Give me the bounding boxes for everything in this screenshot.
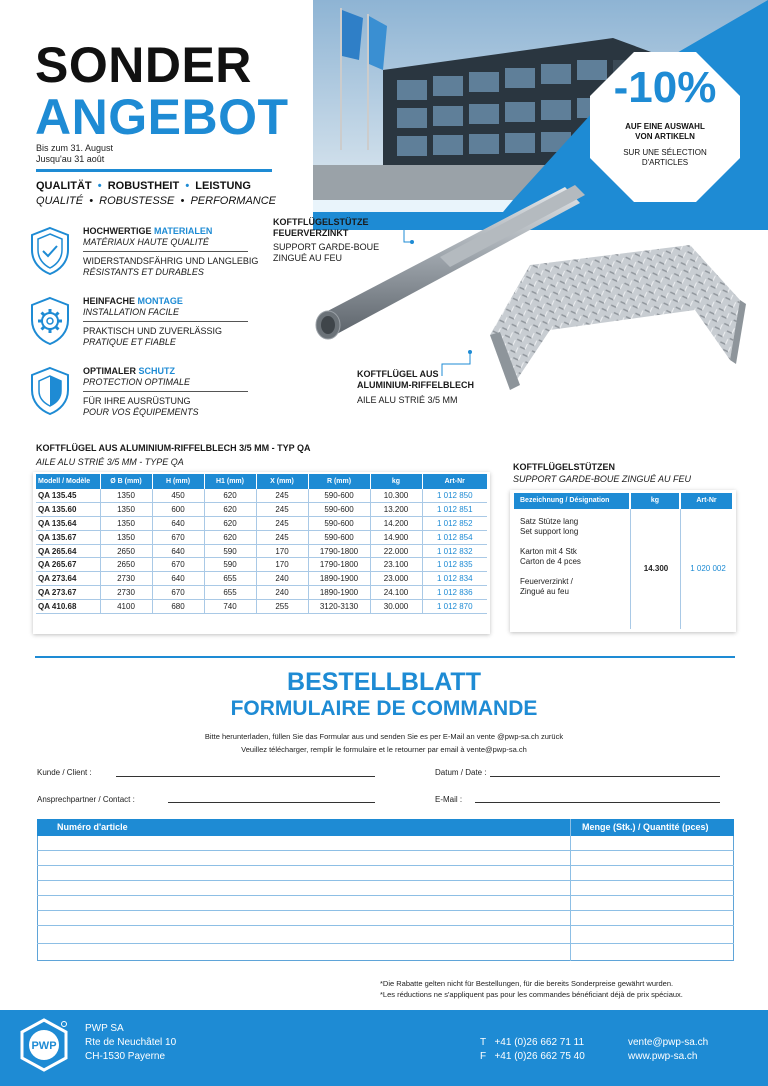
feature-title-accent: SCHUTZ	[138, 366, 175, 376]
table-cell: 670	[152, 586, 204, 600]
col-kg: kg	[631, 493, 679, 509]
table-cell: QA 273.64	[36, 572, 100, 586]
feature-body-fr: RÉSISTANTS ET DURABLES	[83, 267, 204, 277]
table-cell: 590	[204, 558, 256, 572]
label-date: Datum / Date :	[435, 768, 487, 777]
date-field[interactable]	[490, 776, 720, 777]
feature-body-fr: POUR VOS ÉQUIPEMENTS	[83, 407, 199, 417]
col-h: H (mm)	[152, 474, 204, 489]
feature-title-plain: HEINFACHE	[83, 296, 138, 306]
table-cell: 620	[204, 503, 256, 517]
table-row	[36, 503, 487, 517]
table-cell: 1790-1800	[308, 544, 370, 558]
section-divider	[35, 656, 735, 658]
feature-title	[83, 296, 283, 307]
table-cell: 600	[152, 503, 204, 517]
table-cell: 10.300	[370, 489, 422, 503]
table-cell: 23.000	[370, 572, 422, 586]
support-sub-1: SUPPORT GARDE-BOUE	[273, 242, 380, 252]
title-line-2: ANGEBOT	[35, 89, 289, 145]
feature-subtitle: INSTALLATION FACILE	[83, 307, 180, 317]
feature-title-accent: MONTAGE	[137, 296, 183, 306]
label-contact: Ansprechpartner / Contact :	[37, 795, 135, 804]
table-cell: 670	[152, 558, 204, 572]
order-row-line	[37, 865, 734, 866]
table-cell: 655	[204, 572, 256, 586]
table-cell: 3120-3130	[308, 599, 370, 613]
table-cell: 1 012 851	[422, 503, 487, 517]
feature-title-accent: MATERIALEN	[154, 226, 213, 236]
feature-subtitle: PROTECTION OPTIMALE	[83, 377, 191, 387]
table-cell: 1 012 854	[422, 530, 487, 544]
table2-art: 1 020 002	[690, 564, 726, 573]
table-cell: 1 012 870	[422, 599, 487, 613]
date-de: Bis zum 31. August	[36, 143, 114, 153]
table-cell: 620	[204, 517, 256, 531]
table-cell: 4100	[100, 599, 152, 613]
table-cell: 1350	[100, 517, 152, 531]
table-row	[36, 489, 487, 503]
table-row	[36, 572, 487, 586]
col-model: Modell / Modèle	[36, 474, 100, 489]
title-line-1: SONDER	[35, 37, 252, 93]
label-email: E-Mail :	[435, 795, 463, 804]
company-city: CH-1530 Payerne	[85, 1051, 166, 1062]
table-cell: QA 273.67	[36, 586, 100, 600]
badge-text-fr	[590, 148, 740, 168]
order-row-line	[37, 880, 734, 881]
table-cell: 1 012 852	[422, 517, 487, 531]
table-cell: 1350	[100, 530, 152, 544]
table-cell: 640	[152, 572, 204, 586]
date-fr: Jusqu'au 31 août	[36, 154, 105, 164]
website-link[interactable]: www.pwp-sa.ch	[628, 1051, 698, 1062]
order-row-line	[37, 943, 734, 944]
fender-leader	[440, 348, 480, 378]
shield-icon	[28, 366, 72, 416]
table-cell: 1890-1900	[308, 572, 370, 586]
client-field[interactable]	[116, 776, 375, 777]
discount-notes	[380, 978, 740, 1000]
table2-kg: 14.300	[643, 564, 669, 573]
table-cell: 655	[204, 586, 256, 600]
desc-1: Satz Stütze lang	[520, 517, 579, 526]
table-cell: 240	[256, 572, 308, 586]
order-row-line	[37, 850, 734, 851]
table-row	[36, 530, 487, 544]
aluminium-fender-image	[480, 240, 750, 390]
company-street: Rte de Neuchâtel 10	[85, 1037, 177, 1048]
col-diameter: Ø B (mm)	[100, 474, 152, 489]
tagline-de: QUALITÄT • ROBUSTHEIT • LEISTUNG	[36, 180, 251, 192]
desc-3: Karton mit 4 Stk	[520, 547, 577, 556]
table-cell: QA 265.67	[36, 558, 100, 572]
table-row	[36, 517, 487, 531]
order-table	[37, 819, 734, 961]
table-cell: QA 135.45	[36, 489, 100, 503]
table-cell: 1350	[100, 503, 152, 517]
table1-title: KOFTFLÜGEL AUS ALUMINIUM-RIFFELBLECH 3/5 MM - TYP QA	[36, 443, 311, 453]
feature-title-plain: HOCHWERTIGE	[83, 226, 154, 236]
col-quantity: Menge (Stk.) / Quantité (pces)	[582, 822, 709, 832]
col-art: Art-Nr	[422, 474, 487, 489]
table-cell: 1 012 835	[422, 558, 487, 572]
footer	[0, 1010, 768, 1086]
table-cell: 170	[256, 544, 308, 558]
note-fr: *Les réductions ne s'appliquent pas pour les commandes bénéficiant déjà de prix spéciaux.	[380, 990, 683, 999]
order-table-header	[37, 819, 734, 836]
table-cell: 245	[256, 503, 308, 517]
pwp-logo	[18, 1018, 70, 1074]
table-cell: 245	[256, 530, 308, 544]
fax-number: +41 (0)26 662 75 40	[494, 1051, 585, 1062]
table-cell: 2650	[100, 544, 152, 558]
table-cell: 30.000	[370, 599, 422, 613]
tag-de-3: LEISTUNG	[195, 180, 251, 192]
table-cell: 590-600	[308, 503, 370, 517]
table2-subtitle: SUPPORT GARDE-BOUE ZINGUÉ AU FEU	[513, 474, 692, 484]
table-cell: QA 135.67	[36, 530, 100, 544]
order-row-line	[37, 925, 734, 926]
table-cell: 620	[204, 489, 256, 503]
company-name: PWP SA	[85, 1023, 124, 1034]
order-title-de: BESTELLBLATT	[287, 668, 481, 696]
table-cell: 1350	[100, 489, 152, 503]
fender-title-1: KOFTFLÜGEL AUS	[357, 369, 439, 379]
table-cell: QA 135.60	[36, 503, 100, 517]
table-row	[36, 558, 487, 572]
tag-de-2: ROBUSTHEIT	[107, 180, 180, 192]
fax-label: F	[480, 1051, 487, 1062]
table-header-row	[36, 474, 487, 489]
col-designation: Bezeichnung / Désignation	[514, 493, 629, 509]
label-client: Kunde / Client :	[37, 768, 92, 777]
fender-table	[36, 474, 487, 614]
col-art: Art-Nr	[681, 493, 732, 509]
note-de: *Die Rabatte gelten nicht für Bestellungen, für die bereits Sonderpreise gewährt wurden.	[380, 979, 674, 988]
table-cell: 14.200	[370, 517, 422, 531]
feature-title	[83, 226, 283, 237]
table-cell: 620	[204, 530, 256, 544]
table-cell: 22.000	[370, 544, 422, 558]
gear-icon	[28, 296, 72, 346]
shield-check-icon	[28, 226, 72, 276]
badge-fr-1: SUR UNE SÉLECTION	[623, 148, 707, 157]
desc-5: Feuerverzinkt /	[520, 577, 573, 586]
table-cell: 23.100	[370, 558, 422, 572]
order-row-line	[37, 910, 734, 911]
badge-fr-2: D'ARTICLES	[641, 158, 689, 167]
table-row	[36, 544, 487, 558]
feature-subtitle: MATÉRIAUX HAUTE QUALITÉ	[83, 237, 209, 247]
discount-badge	[590, 52, 740, 202]
desc-2: Set support long	[520, 527, 579, 536]
company-address	[85, 1022, 176, 1064]
tag-fr-1: QUALITÉ	[36, 195, 84, 207]
badge-de-2: VON ARTIKELN	[635, 132, 695, 141]
support-title-1: KOFTFLÜGELSTÜTZE	[273, 217, 369, 227]
desc-4: Carton de 4 pces	[520, 557, 581, 566]
table-cell: QA 135.64	[36, 517, 100, 531]
table-cell: 2730	[100, 586, 152, 600]
tel-label: T	[480, 1037, 487, 1048]
table-cell: 240	[256, 586, 308, 600]
contact-field[interactable]	[168, 802, 375, 803]
feature-body-de: FÜR IHRE AUSRÜSTUNG	[83, 396, 191, 406]
email-field[interactable]	[475, 802, 720, 803]
table-cell: 1790-1800	[308, 558, 370, 572]
support-title-2: FEUERVERZINKT	[273, 228, 349, 238]
fender-title-2: ALUMINIUM-RIFFELBLECH	[357, 380, 474, 390]
table-cell: 640	[152, 544, 204, 558]
support-sub-2: ZINGUÉ AU FEU	[273, 253, 343, 263]
offer-dates	[36, 143, 113, 165]
table-cell: 245	[256, 489, 308, 503]
table-cell: 670	[152, 530, 204, 544]
col-kg: kg	[370, 474, 422, 489]
tag-de-1: QUALITÄT	[36, 180, 92, 192]
feature-body-de: WIDERSTANDSFÄHRIG UND LANGLEBIG	[83, 256, 259, 266]
table-cell: 2730	[100, 572, 152, 586]
col-x: X (mm)	[256, 474, 308, 489]
col-r: R (mm)	[308, 474, 370, 489]
table-cell: 1 012 832	[422, 544, 487, 558]
table-cell: 590-600	[308, 530, 370, 544]
desc-6: Zingué au feu	[520, 587, 569, 596]
table-cell: 2650	[100, 558, 152, 572]
badge-de-1: AUF EINE AUSWAHL	[625, 122, 705, 131]
table-cell: 590-600	[308, 489, 370, 503]
table2-description	[520, 517, 581, 597]
table-cell: 245	[256, 517, 308, 531]
tag-fr-3: PERFORMANCE	[190, 195, 277, 207]
table2-title: KOFTFLÜGELSTÜTZEN	[513, 462, 615, 472]
feature-body-fr: PRATIQUE ET FIABLE	[83, 337, 176, 347]
label-support	[273, 217, 379, 264]
table-row	[36, 586, 487, 600]
table-cell: 14.900	[370, 530, 422, 544]
phone-block	[480, 1036, 585, 1064]
table1-subtitle: AILE ALU STRIÉ 3/5 MM - TYPE QA	[36, 457, 184, 467]
table-cell: 24.100	[370, 586, 422, 600]
table-cell: 1 012 834	[422, 572, 487, 586]
table-cell: 590	[204, 544, 256, 558]
table-cell: 1 012 836	[422, 586, 487, 600]
feature-title	[83, 366, 283, 377]
table-cell: 13.200	[370, 503, 422, 517]
discount-value: -10%	[613, 63, 717, 112]
col-h1: H1 (mm)	[204, 474, 256, 489]
table-cell: 170	[256, 558, 308, 572]
table-cell: 740	[204, 599, 256, 613]
tel-number[interactable]: +41 (0)26 662 71 11	[494, 1037, 585, 1048]
order-title-fr: FORMULAIRE DE COMMANDE	[230, 697, 538, 720]
order-row-line	[37, 895, 734, 896]
svg-text:PWP: PWP	[31, 1040, 57, 1052]
order-instructions-fr: Veuillez télécharger, remplir le formulaire et le retourner par email à vente@pwp-sa.ch	[241, 745, 527, 754]
tagline-fr: QUALITÉ • ROBUSTESSE • PERFORMANCE	[36, 195, 277, 207]
badge-text-de	[590, 122, 740, 142]
support-leader	[390, 226, 420, 246]
table-cell: QA 410.68	[36, 599, 100, 613]
table-cell: 640	[152, 517, 204, 531]
table-cell: 590-600	[308, 517, 370, 531]
table-cell: 1 012 850	[422, 489, 487, 503]
order-instructions-de: Bitte herunterladen, füllen Sie das Formular aus und senden Sie es per E-Mail an vente @pwp-sa.ch zurück	[204, 732, 564, 741]
table-cell: 255	[256, 599, 308, 613]
order-column-divider	[570, 819, 571, 961]
table-cell: 680	[152, 599, 204, 613]
email-link[interactable]: vente@pwp-sa.ch	[628, 1037, 709, 1048]
col-article-number: Numéro d'article	[57, 822, 128, 832]
tag-fr-2: ROBUSTESSE	[99, 195, 175, 207]
table-cell: 1890-1900	[308, 586, 370, 600]
fender-sub-1: AILE ALU STRIÉ 3/5 MM	[357, 395, 458, 405]
feature-body-de: PRAKTISCH UND ZUVERLÄSSIG	[83, 326, 223, 336]
feature-title-plain: OPTIMALER	[83, 366, 139, 376]
contact-block	[628, 1036, 708, 1064]
header-rule	[36, 169, 272, 172]
table-cell: 450	[152, 489, 204, 503]
table-row	[36, 599, 487, 613]
table-cell: QA 265.64	[36, 544, 100, 558]
